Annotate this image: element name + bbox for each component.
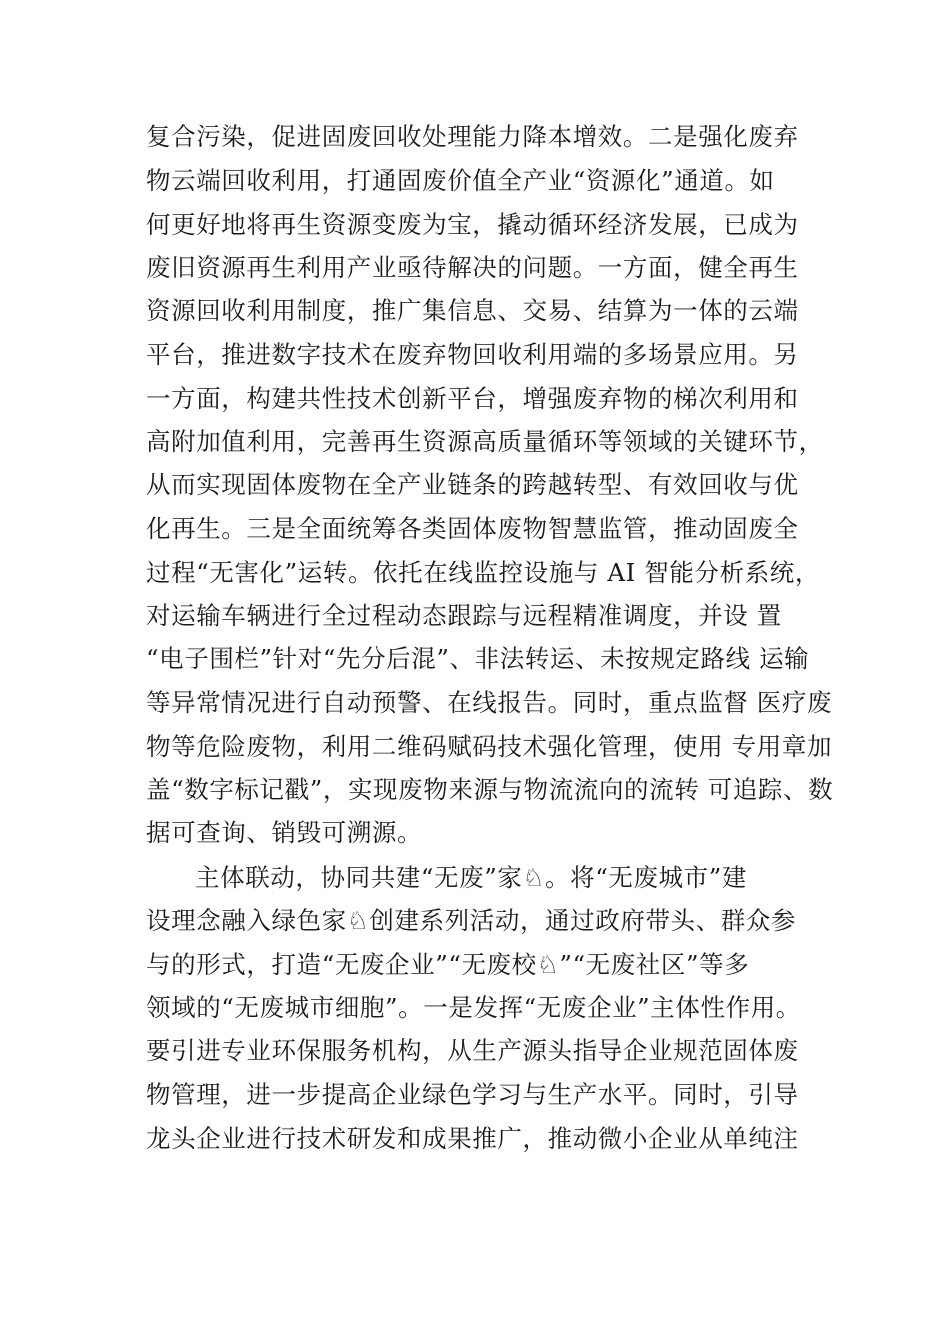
paragraph-first-line: 主体联动，协同共建“无废”家♘。将“无废城市”建	[195, 863, 747, 892]
text-line: 从而实现固体废物在全产业链条的跨越转型、有效回收与优	[146, 470, 799, 499]
text-line: 要引进专业环保服务机构，从生产源头指导企业规范固体废	[146, 1036, 799, 1065]
text-line: 化再生。三是全面统筹各类固体废物智慧监管，推动固废全	[146, 514, 799, 543]
text-line: 废旧资源再生利用产业亟待解决的问题。一方面，健全再生	[146, 253, 799, 282]
text-line: 与的形式，打造“无废企业”“无废校♘”“无废社区”等多	[146, 950, 750, 979]
text-line: 等异常情况进行自动预警、在线报告。同时，重点监督 医疗废	[146, 688, 833, 717]
text-line: 资源回收利用制度，推广集信息、交易、结算为一体的云端	[146, 296, 799, 325]
text-line: 物等危险废物，利用二维码赋码技术强化管理，使用 专用章加	[146, 732, 833, 761]
text-line: 物云端回收利用，打通固废价值全产业“资源化”通道。如	[146, 166, 775, 195]
text-line: 高附加值利用，完善再生资源高质量循环等领域的关键环节，	[146, 427, 824, 456]
text-line: 平台，推进数字技术在废弃物回收利用端的多场景应用。另	[146, 340, 799, 369]
text-line: 设理念融入绿色家♘创建系列活动，通过政府带头、群众参	[146, 906, 797, 935]
text-line: 一方面，构建共性技术创新平台，增强废弃物的梯次利用和	[146, 384, 799, 413]
text-line: 龙头企业进行技术研发和成果推广，推动微小企业从单纯注	[146, 1124, 799, 1153]
text-line: 何更好地将再生资源变废为宝，撬动循环经济发展，已成为	[146, 210, 799, 239]
text-line: 物管理，进一步提高企业绿色学习与生产水平。同时，引导	[146, 1080, 799, 1109]
text-line: 领域的“无废城市细胞”。一是发挥“无废企业”主体性作用。	[146, 993, 801, 1022]
text-line: “电子围栏”针对“先分后混”、非法转运、未按规定路线 运输	[146, 644, 810, 673]
text-line: 对运输车辆进行全过程动态跟踪与远程精准调度，并设 置	[146, 601, 782, 630]
text-line: 盖“数字标记戳”，实现废物来源与物流流向的流转 可追踪、数	[146, 775, 834, 804]
text-line: 过程“无害化”运转。依托在线监控设施与 AI 智能分析系统，	[146, 558, 820, 587]
text-line: 据可查询、销毁可溯源。	[146, 818, 423, 847]
text-line: 复合污染，促进固废回收处理能力降本增效。二是强化废弃	[146, 122, 799, 151]
